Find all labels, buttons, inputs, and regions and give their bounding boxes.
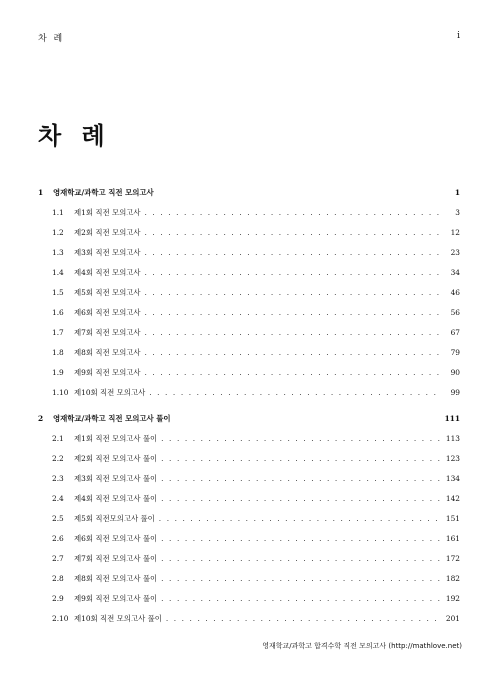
toc-section-page: 56 (450, 308, 460, 317)
footer-text: 영재학교/과학고 합격수학 직전 모의고사 (http://mathlove.net) (262, 642, 462, 650)
toc-section-number: 1.8 (52, 348, 64, 357)
dot-leader (145, 283, 442, 303)
toc-section-page: 134 (445, 474, 460, 483)
toc-section-entry[interactable] (38, 203, 460, 223)
toc-section-title: 제6회 직전 모의고사 (74, 308, 141, 317)
dot-leader (161, 429, 442, 449)
toc-section-entry[interactable] (38, 449, 460, 469)
toc-chapter-page: 1 (454, 188, 460, 197)
toc-section-page: 201 (445, 614, 460, 623)
toc-section-title: 제1회 직전 모의고사 풀이 (74, 434, 158, 443)
toc-section-number: 1.2 (52, 228, 64, 237)
toc-section-title: 제5회 직전모의고사 풀이 (74, 514, 155, 523)
dot-leader (145, 363, 442, 383)
toc-section-number: 2.10 (52, 614, 69, 623)
toc-section-entry[interactable] (38, 469, 460, 489)
toc-section-number: 1.9 (52, 368, 64, 377)
dot-leader (145, 343, 442, 363)
dot-leader (161, 489, 442, 509)
toc-section-title: 제2회 직전 모의고사 (74, 228, 141, 237)
toc-section-title: 제5회 직전 모의고사 (74, 288, 141, 297)
dot-leader (145, 303, 442, 323)
toc-section-page: 67 (450, 328, 460, 337)
toc-section-number: 2.9 (52, 594, 64, 603)
toc-section-entry[interactable] (38, 263, 460, 283)
toc-section-title: 제4회 직전 모의고사 (74, 268, 141, 277)
toc-section-number: 1.1 (52, 208, 64, 217)
toc-section-title: 제7회 직전 모의고사 (74, 328, 141, 337)
toc-section-number: 2.6 (52, 534, 64, 543)
toc-chapter-entry[interactable] (38, 183, 460, 203)
dot-leader (161, 549, 442, 569)
toc-section-entry[interactable] (38, 489, 460, 509)
toc-chapter-entry[interactable] (38, 409, 460, 429)
dot-leader (145, 263, 442, 283)
toc-section-title: 제1회 직전 모의고사 (74, 208, 141, 217)
toc-section-title: 제4회 직전 모의고사 풀이 (74, 494, 158, 503)
toc-section-entry[interactable] (38, 609, 460, 629)
toc-section-entry[interactable] (38, 509, 460, 529)
toc-section-number: 2.4 (52, 494, 64, 503)
dot-leader (145, 223, 442, 243)
toc-section-title: 제6회 직전 모의고사 풀이 (74, 534, 158, 543)
page-title: 차 례 (38, 121, 111, 150)
dot-leader (145, 243, 442, 263)
toc-section-title: 제9회 직전 모의고사 풀이 (74, 594, 158, 603)
toc-section-title: 제10회 직전 모의고사 풀이 (74, 614, 162, 623)
toc-section-entry[interactable] (38, 243, 460, 263)
toc-section-page: 3 (455, 208, 460, 217)
toc-section-title: 제7회 직전 모의고사 풀이 (74, 554, 158, 563)
toc-section-page: 192 (445, 594, 460, 603)
toc-section-number: 1.3 (52, 248, 64, 257)
toc-section-number: 2.7 (52, 554, 64, 563)
toc-section-page: 79 (450, 348, 460, 357)
toc-section-page: 34 (450, 268, 460, 277)
toc-section-number: 1.10 (52, 388, 69, 397)
toc-chapter-title: 영재학교/과학고 직전 모의고사 풀이 (53, 414, 171, 423)
toc-section-number: 2.1 (52, 434, 64, 443)
toc-section-entry[interactable] (38, 569, 460, 589)
toc-section-entry[interactable] (38, 283, 460, 303)
toc-section-number: 1.6 (52, 308, 64, 317)
dot-leader (145, 323, 442, 343)
dot-leader (159, 509, 442, 529)
toc-section-page: 182 (445, 574, 460, 583)
dot-leader (161, 469, 442, 489)
toc-section-entry[interactable] (38, 303, 460, 323)
toc-section-entry[interactable] (38, 343, 460, 363)
dot-leader (161, 529, 442, 549)
toc-section-page: 12 (450, 228, 460, 237)
toc-section-number: 1.5 (52, 288, 64, 297)
running-header-title: 차 례 (38, 34, 65, 44)
toc-section-page: 46 (450, 288, 460, 297)
toc-section-entry[interactable] (38, 383, 460, 403)
toc-chapter-number: 1 (38, 188, 44, 197)
dot-leader (149, 383, 442, 403)
toc-section-title: 제3회 직전 모의고사 (74, 248, 141, 257)
toc-section-page: 23 (450, 248, 460, 257)
toc-section-entry[interactable] (38, 549, 460, 569)
toc-section-number: 2.8 (52, 574, 64, 583)
toc-section-title: 제2회 직전 모의고사 풀이 (74, 454, 158, 463)
toc-section-title: 제8회 직전 모의고사 (74, 348, 141, 357)
dot-leader (166, 609, 442, 629)
running-header (38, 31, 462, 44)
toc-chapter-page: 111 (444, 414, 460, 423)
dot-leader (161, 589, 442, 609)
toc-section-number: 2.2 (52, 454, 64, 463)
toc-section-page: 172 (445, 554, 460, 563)
toc-section-entry[interactable] (38, 529, 460, 549)
toc-section-title: 제9회 직전 모의고사 (74, 368, 141, 377)
toc-section-page: 123 (445, 454, 460, 463)
page-number-roman: i (457, 31, 462, 41)
table-of-contents (38, 183, 460, 629)
toc-section-title: 제3회 직전 모의고사 풀이 (74, 474, 158, 483)
toc-section-number: 2.3 (52, 474, 64, 483)
toc-section-entry[interactable] (38, 589, 460, 609)
toc-section-number: 2.5 (52, 514, 64, 523)
toc-section-page: 99 (450, 388, 460, 397)
toc-chapter-title: 영재학교/과학고 직전 모의고사 (53, 188, 154, 197)
toc-section-entry[interactable] (38, 223, 460, 243)
dot-leader (161, 449, 442, 469)
toc-chapter-number: 2 (38, 414, 44, 423)
toc-section-page: 90 (450, 368, 460, 377)
toc-section-title: 제10회 직전 모의고사 (74, 388, 146, 397)
dot-leader (161, 569, 442, 589)
toc-section-entry[interactable] (38, 363, 460, 383)
toc-section-page: 161 (445, 534, 460, 543)
toc-section-entry[interactable] (38, 429, 460, 449)
toc-section-title: 제8회 직전 모의고사 풀이 (74, 574, 158, 583)
toc-section-number: 1.7 (52, 328, 64, 337)
dot-leader (145, 203, 442, 223)
toc-section-number: 1.4 (52, 268, 64, 277)
toc-section-page: 151 (445, 514, 460, 523)
toc-section-page: 113 (445, 434, 460, 443)
toc-section-entry[interactable] (38, 323, 460, 343)
toc-section-page: 142 (445, 494, 460, 503)
